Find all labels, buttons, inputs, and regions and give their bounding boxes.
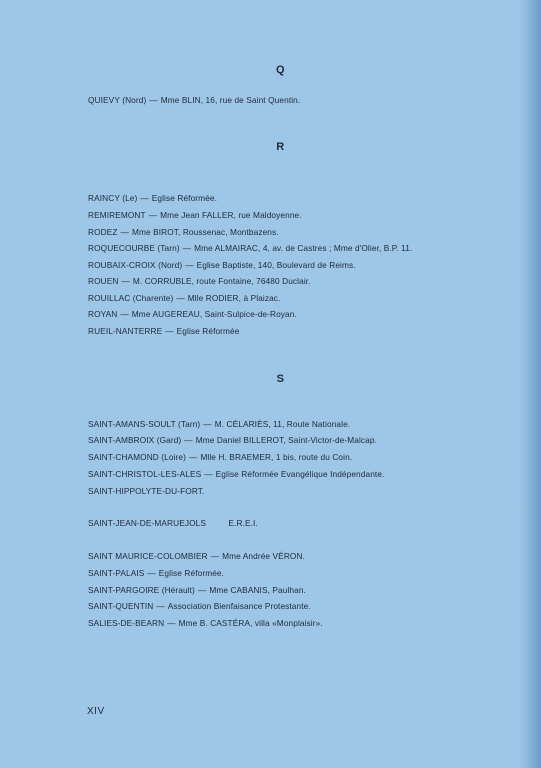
entry-place: RODEZ [88,227,118,237]
entry-place: SAINT-QUENTIN [88,601,154,611]
entry-place: SAINT-JEAN-DE-MARUEJOLS [88,518,207,528]
entry-saint-quentin [88,601,311,611]
entry-rueil-nanterre [88,326,240,336]
entry-roubaix-croix [88,260,356,270]
entry-rouillac [88,293,280,303]
entry-place: SAINT-PALAIS [88,568,145,578]
entry-place: ROYAN [88,309,118,319]
separator-dash: — [197,585,207,595]
separator-dash: — [156,601,165,611]
separator-dash: — [188,452,198,462]
section-heading-r: R [276,141,285,153]
entry-detail: Mme BLIN, 16, rue de Saint Quentin. [160,95,301,105]
entry-remiremont [88,210,302,220]
entry-saint-palais [88,568,224,578]
entry-saint-chamond [88,452,352,462]
section-heading-q: Q [275,64,286,76]
entry-saint-jean-de-maruejols [88,518,258,528]
separator-dash: — [210,551,220,561]
entry-royan [88,309,297,319]
separator-dash: — [203,419,212,429]
entry-detail: Association Bienfaisance Protestante. [167,601,311,611]
entry-detail: M. CÉLARIÈS, 11, Route Nationale. [214,419,351,429]
entry-detail: Eglise Réformée. [151,193,218,203]
entry-saint-pargoire [88,585,306,595]
entry-saint-hippolyte-du-fort [88,486,204,496]
entry-place: ROQUECOURBE (Tarn) [88,243,180,253]
separator-dash: — [148,210,158,220]
entry-saint-ambroix [88,435,377,445]
separator-dash: — [176,293,185,303]
entry-saint-christol-les-ales [88,469,384,479]
entry-salies-de-bearn [88,618,323,628]
separator-dash [216,518,218,528]
entry-place: SAINT-AMANS-SOULT (Tarn) [88,419,201,429]
entry-place: SAINT-PARGOIRE (Hérault) [88,585,195,595]
entry-quievy [88,95,300,105]
entry-place: ROUBAIX-CROIX (Nord) [88,260,183,270]
entry-detail: Eglise Réformée Evangélique Indépendante. [215,469,385,479]
entry-place: SAINT MAURICE-COLOMBIER [88,551,208,561]
entry-detail: Mme BIROT, Roussenac, Montbazens. [131,227,279,237]
entry-place: SAINT-AMBROIX (Gard) [88,435,182,445]
entry-detail: Mme ALMAIRAC, 4, av. de Castres ; Mme d'Olier, B.P. 11. [194,243,413,253]
entry-place: SALIES-DE-BEARN [88,618,165,628]
entry-place: REMIREMONT [88,210,146,220]
separator-dash: — [185,260,194,270]
entry-detail: Mme Daniel BILLEROT, Saint-Victor-de-Malcap. [195,435,377,445]
entry-place: ROUEN [88,276,119,286]
entry-detail: Eglise Réformée [176,326,240,336]
entry-place: ROUILLAC (Charente) [88,293,174,303]
entry-detail: E.R.E.I. [228,518,258,528]
entry-detail: Eglise Baptiste, 140, Boulevard de Reims. [196,260,356,270]
separator-dash: — [184,435,193,445]
entry-saint-maurice-colombier [88,551,305,561]
separator-dash: — [165,326,174,336]
entry-saint-amans-soult [88,419,350,429]
entry-roquecourbe [88,243,412,253]
entry-rouen [88,276,311,286]
entry-detail: M. CORRUBLE, route Fontaine, 76480 Duclair. [132,276,311,286]
separator-dash: — [204,469,213,479]
entry-place: SAINT-HIPPOLYTE-DU-FORT. [88,486,205,496]
separator-dash: — [121,276,130,286]
entry-rodez [88,227,279,237]
page-number: XIV [87,706,105,717]
section-heading-s: S [276,373,285,385]
entry-detail: Mme CABANIS, Paulhan. [209,585,306,595]
entry-raincy [88,193,217,203]
entry-detail: Mlle RODIER, à Plaizac. [187,293,281,303]
entry-place: SAINT-CHRISTOL-LES-ALES [88,469,202,479]
separator-dash: — [182,243,192,253]
entry-place: RAINCY (Le) [88,193,138,203]
separator-dash: — [120,227,129,237]
entry-detail: Mlle H. BRAEMER, 1 bis, route du Coin. [200,452,353,462]
entry-detail: Mme Jean FALLER, rue Maldoyenne. [160,210,302,220]
separator-dash: — [120,309,129,319]
separator-dash: — [149,95,158,105]
entry-detail: Mme Andrée VÉRON. [222,551,305,561]
entry-place: RUEIL-NANTERRE [88,326,163,336]
entry-detail: Mme B. CASTÉRA, villa «Monplaisir». [178,618,323,628]
separator-dash: — [140,193,149,203]
entry-place: QUIEVY (Nord) [88,95,147,105]
entry-detail: Mme AUGEREAU, Saint-Sulpice-de-Royan. [131,309,297,319]
separator-dash: — [167,618,176,628]
entry-place: SAINT-CHAMOND (Loire) [88,452,186,462]
entry-detail: Eglise Réformée. [158,568,225,578]
separator-dash: — [147,568,156,578]
